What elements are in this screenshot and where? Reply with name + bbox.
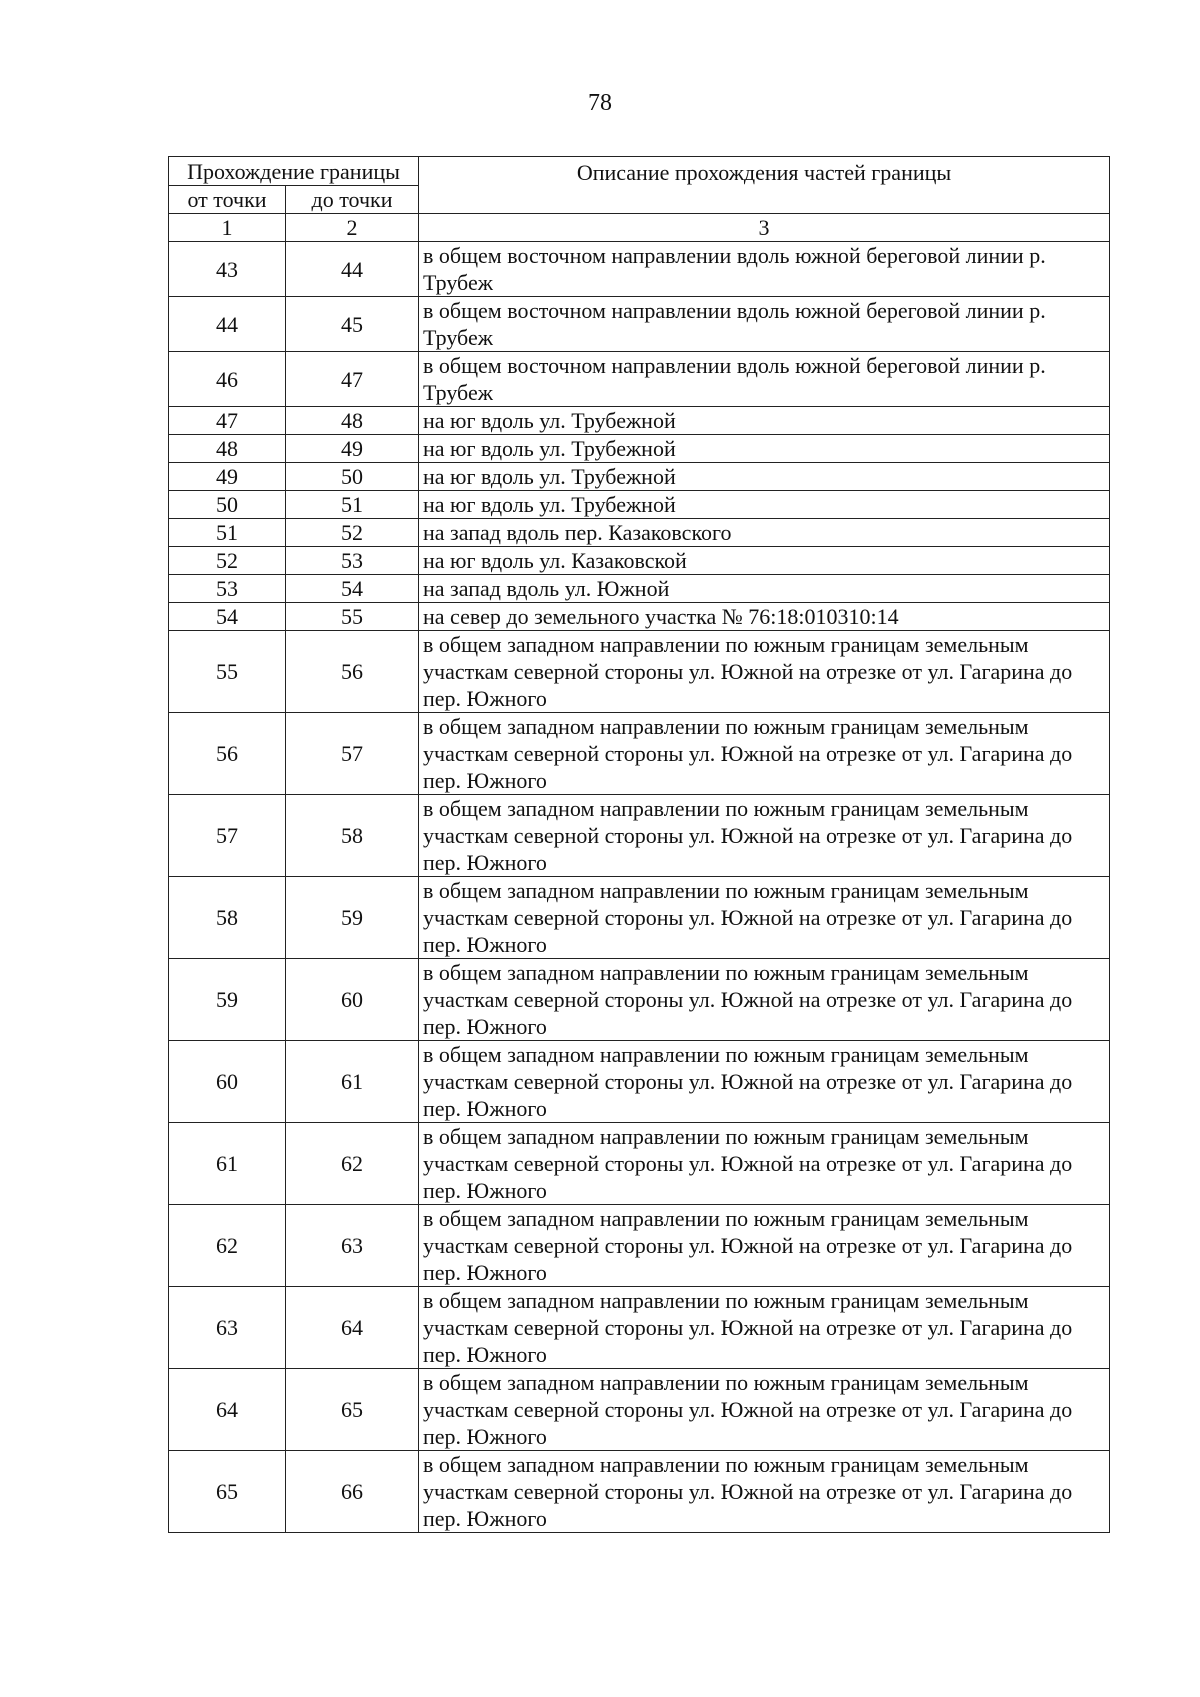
- to-point-cell: 56: [286, 631, 419, 713]
- from-point-cell: 63: [169, 1287, 286, 1369]
- table-row: [169, 242, 1110, 297]
- from-point-cell: 58: [169, 877, 286, 959]
- from-point-cell: 50: [169, 491, 286, 519]
- from-point-cell: 44: [169, 297, 286, 352]
- table-row: [169, 1205, 1110, 1287]
- description-cell: в общем западном направлении по южным границам земельным участкам северной стороны ул. Южной на отрезке от ул. Гагарина до пер. Южного: [419, 1287, 1110, 1369]
- description-cell: в общем западном направлении по южным границам земельным участкам северной стороны ул. Южной на отрезке от ул. Гагарина до пер. Южного: [419, 1041, 1110, 1123]
- from-point-cell: 56: [169, 713, 286, 795]
- description-cell: на юг вдоль ул. Трубежной: [419, 463, 1110, 491]
- to-point-cell: 45: [286, 297, 419, 352]
- to-point-cell: 66: [286, 1451, 419, 1533]
- to-point-cell: 51: [286, 491, 419, 519]
- to-point-cell: 53: [286, 547, 419, 575]
- description-cell: в общем западном направлении по южным границам земельным участкам северной стороны ул. Южной на отрезке от ул. Гагарина до пер. Южного: [419, 877, 1110, 959]
- description-cell: на юг вдоль ул. Казаковской: [419, 547, 1110, 575]
- to-point-cell: 55: [286, 603, 419, 631]
- description-cell: в общем западном направлении по южным границам земельным участкам северной стороны ул. Южной на отрезке от ул. Гагарина до пер. Южного: [419, 713, 1110, 795]
- to-point-cell: 50: [286, 463, 419, 491]
- from-point-cell: 64: [169, 1369, 286, 1451]
- from-point-cell: 53: [169, 575, 286, 603]
- to-point-cell: 58: [286, 795, 419, 877]
- description-cell: на юг вдоль ул. Трубежной: [419, 491, 1110, 519]
- to-point-cell: 65: [286, 1369, 419, 1451]
- table-row: [169, 1041, 1110, 1123]
- table-row: [169, 435, 1110, 463]
- header-to-point: до точки: [286, 186, 419, 214]
- table-row: [169, 519, 1110, 547]
- table-row: [169, 1451, 1110, 1533]
- from-point-cell: 54: [169, 603, 286, 631]
- column-number-1: 1: [169, 214, 286, 242]
- to-point-cell: 48: [286, 407, 419, 435]
- table-row: [169, 795, 1110, 877]
- table-row: [169, 1123, 1110, 1205]
- from-point-cell: 55: [169, 631, 286, 713]
- to-point-cell: 54: [286, 575, 419, 603]
- to-point-cell: 49: [286, 435, 419, 463]
- table-row: [169, 491, 1110, 519]
- from-point-cell: 49: [169, 463, 286, 491]
- description-cell: в общем западном направлении по южным границам земельным участкам северной стороны ул. Южной на отрезке от ул. Гагарина до пер. Южного: [419, 631, 1110, 713]
- from-point-cell: 60: [169, 1041, 286, 1123]
- table-row: [169, 631, 1110, 713]
- from-point-cell: 43: [169, 242, 286, 297]
- table-row: [169, 1369, 1110, 1451]
- description-cell: на север до земельного участка № 76:18:010310:14: [419, 603, 1110, 631]
- description-cell: в общем восточном направлении вдоль южной береговой линии р. Трубеж: [419, 297, 1110, 352]
- from-point-cell: 59: [169, 959, 286, 1041]
- table-row: [169, 603, 1110, 631]
- to-point-cell: 62: [286, 1123, 419, 1205]
- table-row: [169, 713, 1110, 795]
- page-number: 78: [588, 90, 612, 116]
- to-point-cell: 64: [286, 1287, 419, 1369]
- boundary-table: [168, 156, 1110, 1533]
- description-cell: в общем западном направлении по южным границам земельным участкам северной стороны ул. Южной на отрезке от ул. Гагарина до пер. Южного: [419, 1205, 1110, 1287]
- from-point-cell: 61: [169, 1123, 286, 1205]
- from-point-cell: 47: [169, 407, 286, 435]
- table-body: [169, 242, 1110, 1533]
- table-row: [169, 1287, 1110, 1369]
- column-number-2: 2: [286, 214, 419, 242]
- from-point-cell: 57: [169, 795, 286, 877]
- from-point-cell: 62: [169, 1205, 286, 1287]
- description-cell: на запад вдоль ул. Южной: [419, 575, 1110, 603]
- table-header: [169, 157, 1110, 242]
- to-point-cell: 57: [286, 713, 419, 795]
- table-row: [169, 547, 1110, 575]
- description-cell: на юг вдоль ул. Трубежной: [419, 435, 1110, 463]
- table-row: [169, 407, 1110, 435]
- to-point-cell: 59: [286, 877, 419, 959]
- from-point-cell: 48: [169, 435, 286, 463]
- header-from-point: от точки: [169, 186, 286, 214]
- to-point-cell: 52: [286, 519, 419, 547]
- description-cell: в общем западном направлении по южным границам земельным участкам северной стороны ул. Южной на отрезке от ул. Гагарина до пер. Южного: [419, 1123, 1110, 1205]
- to-point-cell: 63: [286, 1205, 419, 1287]
- to-point-cell: 44: [286, 242, 419, 297]
- to-point-cell: 60: [286, 959, 419, 1041]
- from-point-cell: 52: [169, 547, 286, 575]
- column-number-3: 3: [419, 214, 1110, 242]
- header-description: Описание прохождения частей границы: [419, 157, 1110, 214]
- description-cell: на запад вдоль пер. Казаковского: [419, 519, 1110, 547]
- description-cell: в общем восточном направлении вдоль южной береговой линии р. Трубеж: [419, 242, 1110, 297]
- description-cell: в общем западном направлении по южным границам земельным участкам северной стороны ул. Южной на отрезке от ул. Гагарина до пер. Южного: [419, 1451, 1110, 1533]
- description-cell: в общем западном направлении по южным границам земельным участкам северной стороны ул. Южной на отрезке от ул. Гагарина до пер. Южного: [419, 795, 1110, 877]
- description-cell: в общем западном направлении по южным границам земельным участкам северной стороны ул. Южной на отрезке от ул. Гагарина до пер. Южного: [419, 959, 1110, 1041]
- to-point-cell: 47: [286, 352, 419, 407]
- description-cell: на юг вдоль ул. Трубежной: [419, 407, 1110, 435]
- header-boundary-passage: Прохождение границы: [169, 157, 419, 186]
- table-row: [169, 877, 1110, 959]
- description-cell: в общем западном направлении по южным границам земельным участкам северной стороны ул. Южной на отрезке от ул. Гагарина до пер. Южного: [419, 1369, 1110, 1451]
- from-point-cell: 65: [169, 1451, 286, 1533]
- table-row: [169, 575, 1110, 603]
- table-row: [169, 959, 1110, 1041]
- from-point-cell: 46: [169, 352, 286, 407]
- to-point-cell: 61: [286, 1041, 419, 1123]
- from-point-cell: 51: [169, 519, 286, 547]
- description-cell: в общем восточном направлении вдоль южной береговой линии р. Трубеж: [419, 352, 1110, 407]
- table-row: [169, 463, 1110, 491]
- table-row: [169, 352, 1110, 407]
- table-row: [169, 297, 1110, 352]
